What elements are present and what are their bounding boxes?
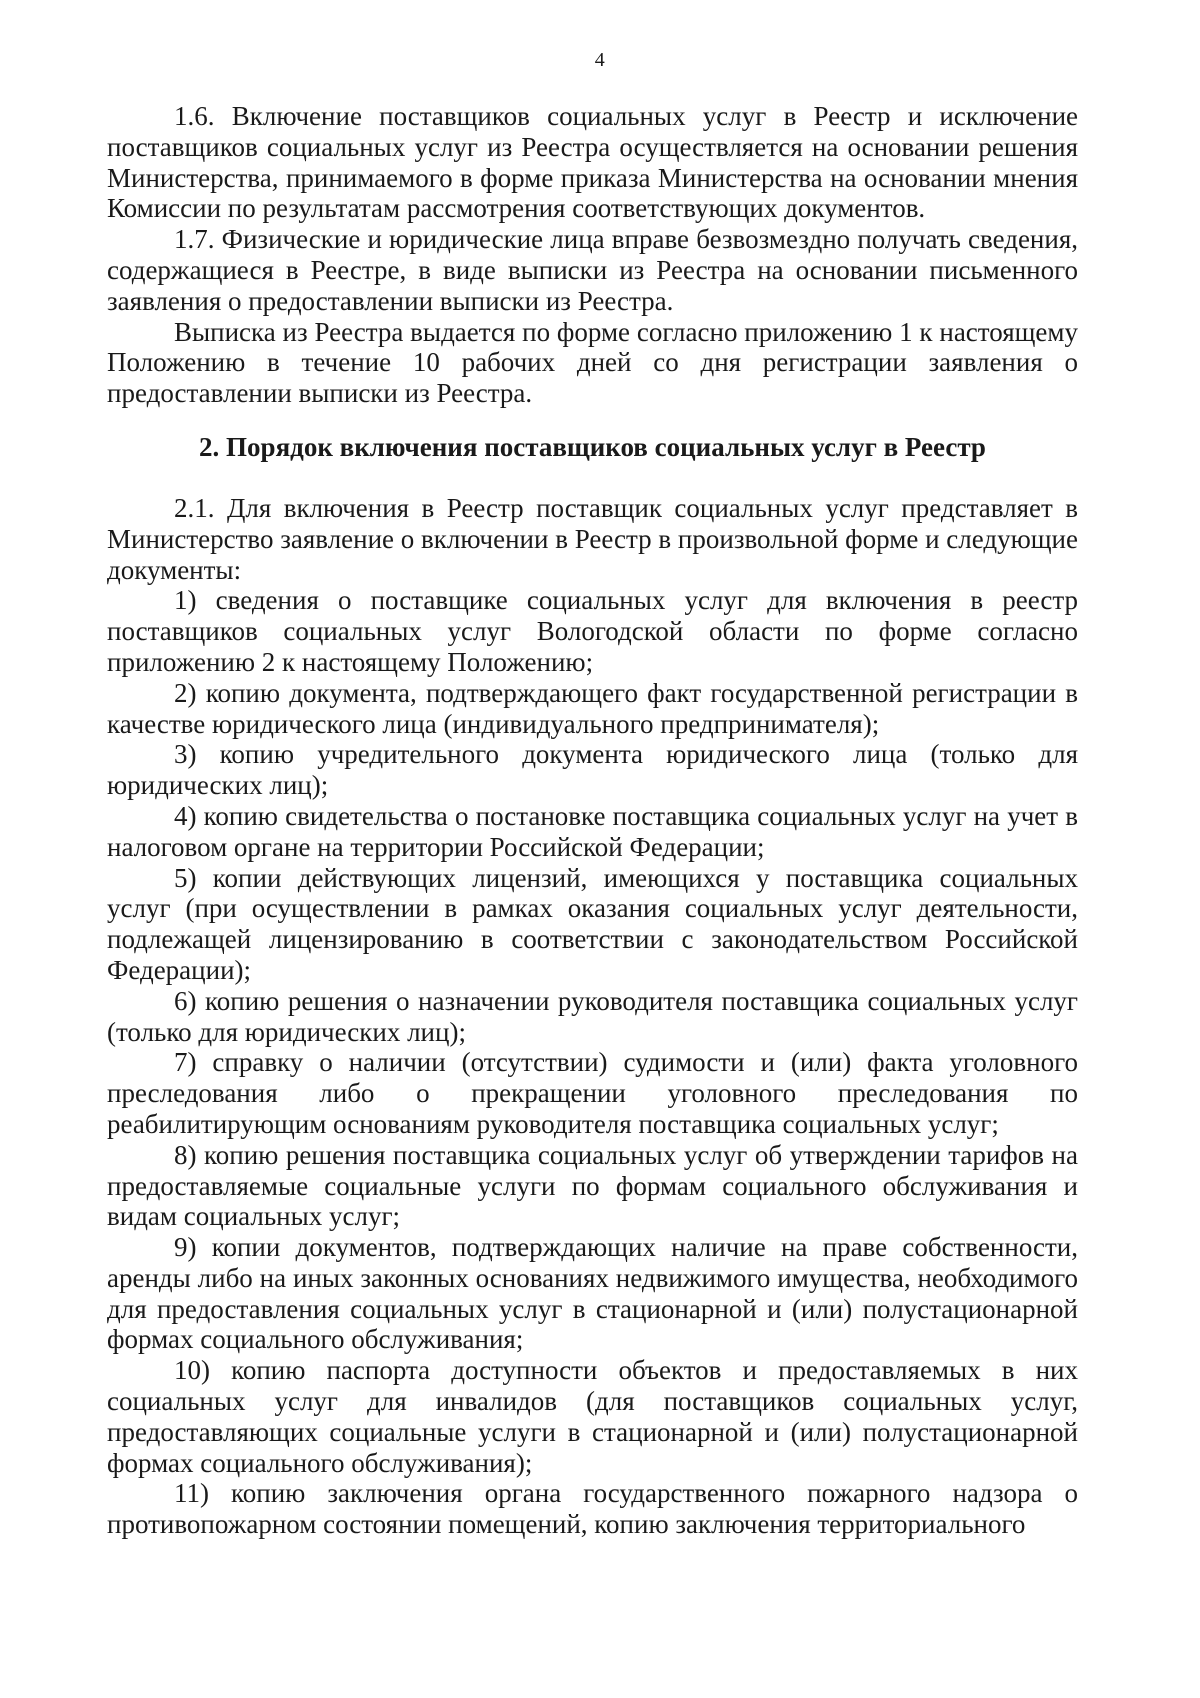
section-2-heading: 2. Порядок включения поставщиков социальных услуг в Реестр (199, 431, 986, 462)
list-item-4: 4) копию свидетельства о постановке поставщика социальных услуг на учет в налоговом органе на территории Российской Федерации; (107, 800, 1078, 862)
paragraph-2-1: 2.1. Для включения в Реестр поставщик социальных услуг представляет в Министерство заявление о включении в Реестр в произвольной форме и следующие документы: (107, 492, 1078, 585)
list-item-7: 7) справку о наличии (отсутствии) судимости и (или) факта уголовного преследования либо о прекращении уголовного преследования по реабилитирующим основаниям руководителя поставщика социальных услуг; (107, 1047, 1078, 1139)
paragraph-extract-form: Выписка из Реестра выдается по форме согласно приложению 1 к настоящему Положению в течение 10 рабочих дней со дня регистрации заявления о предоставлении выписки из Реестра. (107, 316, 1078, 409)
list-item-5: 5) копии действующих лицензий, имеющихся у поставщика социальных услуг (при осуществлении в рамках оказания социальных услуг деятельности, подлежащей лицензированию в соответствии с законодательством Российской Федерации); (107, 862, 1078, 985)
list-item-11: 11) копию заключения органа государственного пожарного надзора о противопожарном состоянии помещений, копию заключения территориального (107, 1478, 1078, 1540)
list-item-3: 3) копию учредительного документа юридического лица (только для юридических лиц); (107, 739, 1078, 801)
list-item-1: 1) сведения о поставщике социальных услуг для включения в реестр поставщиков социальных услуг Вологодской области по форме согласно приложению 2 к настоящему Положению; (107, 585, 1078, 677)
list-item-2: 2) копию документа, подтверждающего факт государственной регистрации в качестве юридического лица (индивидуального предпринимателя); (107, 677, 1078, 739)
list-item-10: 10) копию паспорта доступности объектов и предоставляемых в них социальных услуг для инвалидов (для поставщиков социальных услуг, предоставляющих социальные услуги в стационарной и (или) полустационарной формах социального обслуживания); (107, 1355, 1078, 1478)
document-body (107, 101, 1078, 1540)
page-number: 4 (594, 49, 606, 71)
paragraph-1-7: 1.7. Физические и юридические лица вправе безвозмездно получать сведения, содержащиеся в Реестре, в виде выписки из Реестра на основании письменного заявления о предоставлении выписки из Реестра. (107, 224, 1078, 316)
list-item-6: 6) копию решения о назначении руководителя поставщика социальных услуг (только для юридических лиц); (107, 985, 1078, 1047)
paragraph-1-6: 1.6. Включение поставщиков социальных услуг в Реестр и исключение поставщиков социальных услуг из Реестра осуществляется на основании решения Министерства, принимаемого в форме приказа Министерства на основании мнения Комиссии по результатам рассмотрения соответствующих документов. (107, 101, 1078, 224)
list-item-8: 8) копию решения поставщика социальных услуг об утверждении тарифов на предоставляемые социальные услуги по формам социального обслуживания и видам социальных услуг; (107, 1139, 1078, 1232)
list-item-9: 9) копии документов, подтверждающих наличие на праве собственности, аренды либо на иных законных основаниях недвижимого имущества, необходимого для предоставления социальных услуг в стационарной и (или) полустационарной формах социального обслуживания; (107, 1232, 1078, 1355)
